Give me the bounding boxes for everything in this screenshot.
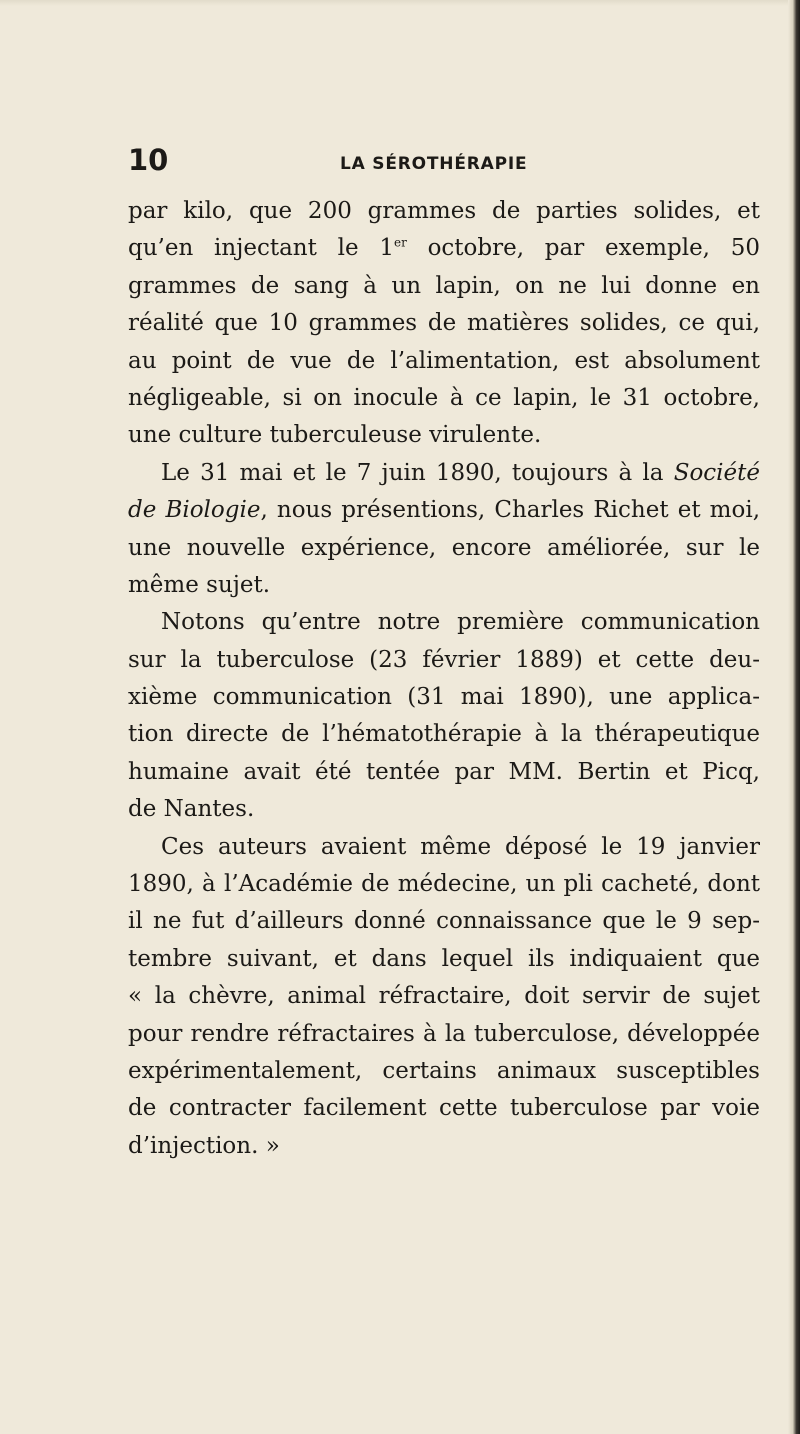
text-line: Ces auteurs avaient même déposé le 19 janvier bbox=[161, 833, 760, 860]
text-line: de Biologie, nous présentions, Charles Richet et moi, bbox=[128, 497, 761, 524]
text-line: 1890, à l’Académie de médecine, un pli cacheté, dont bbox=[128, 871, 760, 898]
text-line: qu’en injectant le 1er octobre, par exemple, 50 bbox=[128, 235, 761, 262]
text-line: réalité que 10 grammes de matières solides, ce qui, bbox=[128, 310, 760, 337]
superscript: er bbox=[393, 235, 407, 250]
text-line: même sujet. bbox=[128, 571, 271, 598]
text-line: par kilo, que 200 grammes de parties solides, et bbox=[128, 198, 760, 224]
text-line: une nouvelle expérience, encore améliorée, sur le bbox=[128, 534, 760, 561]
text-line: il ne fut d’ailleurs donné connaissance que le 9 sep- bbox=[128, 908, 760, 935]
text-line: grammes de sang à un lapin, on ne lui donne en bbox=[128, 272, 760, 299]
text-line: xième communication (31 mai 1890), une applica- bbox=[128, 684, 760, 711]
text-line: pour rendre réfractaires à la tuberculose, développée bbox=[128, 1020, 760, 1047]
text-line: humaine avait été tentée par MM. Bertin et Picq, bbox=[128, 758, 760, 785]
running-title: LA SÉROTHÉRAPIE bbox=[340, 154, 528, 174]
italic-phrase: Société bbox=[673, 459, 760, 486]
text-line: Le 31 mai et le 7 juin 1890, toujours à la Société bbox=[161, 459, 760, 486]
text-line: tembre suivant, et dans lequel ils indiquaient que bbox=[128, 945, 760, 972]
text-line: négligeable, si on inocule à ce lapin, le 31 octobre, bbox=[128, 384, 760, 411]
text-line: une culture tuberculeuse virulente. bbox=[128, 422, 542, 449]
body-text bbox=[128, 193, 760, 1165]
page-binding-edge bbox=[788, 0, 800, 1434]
text-line: d’injection. » bbox=[128, 1132, 280, 1159]
text-line: tion directe de l’hématothérapie à la thérapeutique bbox=[128, 721, 760, 748]
italic-phrase: de Biologie bbox=[128, 497, 261, 524]
text-line: de contracter facilement cette tuberculose par voie bbox=[128, 1095, 760, 1122]
text-line: « la chèvre, animal réfractaire, doit servir de sujet bbox=[128, 983, 760, 1010]
text-line: expérimentalement, certains animaux susceptibles bbox=[128, 1057, 760, 1084]
text-line: au point de vue de l’alimentation, est absolument bbox=[128, 347, 760, 374]
text-line: Notons qu’entre notre première communication bbox=[161, 609, 760, 636]
text-line: de Nantes. bbox=[128, 796, 255, 823]
page-number: 10 bbox=[128, 143, 169, 177]
page-top-edge bbox=[0, 0, 800, 6]
page-header bbox=[128, 141, 768, 181]
text-line: sur la tuberculose (23 février 1889) et cette deu- bbox=[128, 646, 760, 673]
